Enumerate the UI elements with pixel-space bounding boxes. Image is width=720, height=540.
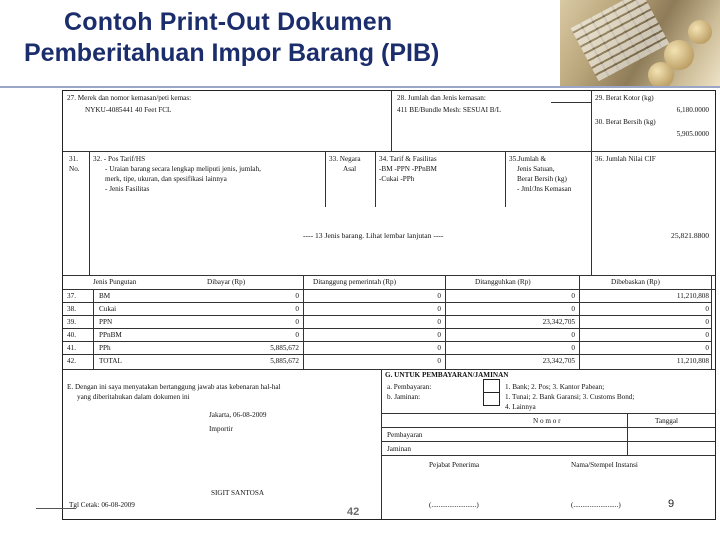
tax-header-ditangguhkan: Ditangguhkan (Rp) — [475, 278, 531, 286]
tax-row-ditanggung: 0 — [437, 305, 441, 313]
slide-subtitle: Pemberitahuan Impor Barang (PIB) — [24, 39, 440, 67]
header-divider — [0, 86, 720, 88]
page-number: 42 — [347, 506, 360, 518]
tax-row-name: BM — [99, 292, 111, 300]
tax-row-dibayar: 0 — [295, 331, 299, 339]
guarantee-options-more: 4. Lainnya — [505, 403, 536, 411]
divider — [63, 328, 711, 329]
tax-row-dibebaskan: 0 — [705, 344, 709, 352]
stamp-placeholder: (.........................) — [571, 501, 621, 509]
guarantee-checkbox — [483, 392, 500, 406]
divider — [381, 369, 382, 519]
divider — [591, 151, 592, 275]
tax-row-no: 38. — [67, 305, 76, 313]
slide-number: 9 — [668, 498, 675, 510]
tax-row-name: PPh — [99, 344, 111, 352]
payment-label: a. Pembayaran: — [387, 383, 432, 391]
tax-row-dibebaskan: 0 — [705, 318, 709, 326]
tax-row-name: PPN — [99, 318, 113, 326]
nomor-label: N o m o r — [533, 417, 561, 425]
field-33-sub: Asal — [343, 165, 357, 173]
declaration-line: E. Dengan ini saya menyatakan bertanggung jawab atas kebenaran hal-hal — [67, 383, 281, 391]
field-27-label: 27. Merek dan nomor kemasan/peti kemas: — [67, 94, 192, 102]
field-33-label: 33. Negara — [329, 155, 361, 163]
tax-row-ditangguhkan: 0 — [571, 331, 575, 339]
tax-row-dibayar: 0 — [295, 292, 299, 300]
tax-row-ditangguhkan: 23,342,705 — [542, 318, 575, 326]
tax-row-no: 42. — [67, 357, 76, 365]
field-35-line: Jenis Satuan, — [517, 165, 555, 173]
tax-row-name: TOTAL — [99, 357, 122, 365]
divider — [63, 354, 711, 355]
tax-row-ditanggung: 0 — [437, 331, 441, 339]
tax-row-ditanggung: 0 — [437, 292, 441, 300]
pib-document — [62, 90, 716, 520]
field-34-line: -Cukai -PPh — [379, 175, 415, 183]
field-31-label: 31. — [69, 155, 78, 163]
tanggal-label: Tanggal — [655, 417, 679, 425]
tax-row-ditangguhkan: 0 — [571, 305, 575, 313]
declaration-role: Importir — [209, 425, 233, 433]
signature-placeholder: (.........................) — [429, 501, 479, 509]
signer-name: SIGIT SANTOSA — [211, 489, 265, 497]
field-32-line: - Uraian barang secara lengkap meliputi jenis, jumlah, — [105, 165, 261, 173]
print-date: Tgl Cetak: 06-08-2009 — [69, 501, 135, 509]
divider — [591, 91, 592, 151]
declaration-line: yang diberitahukan dalam dokumen ini — [77, 393, 190, 401]
tax-row-dibebaskan: 11,210,808 — [676, 292, 709, 300]
divider — [63, 341, 711, 342]
field-34-line: -BM -PPN -PPnBM — [379, 165, 437, 173]
field-27-value: NYKU-4085441 40 Feet FCL — [85, 106, 172, 114]
divider — [711, 275, 712, 369]
declaration-place-date: Jakarta, 06-08-2009 — [209, 411, 267, 419]
tax-header-jenis: Jenis Pungutan — [93, 278, 137, 286]
tax-row-dibebaskan: 0 — [705, 305, 709, 313]
field-31-sub: No. — [69, 165, 80, 173]
divider — [63, 275, 715, 276]
divider — [391, 91, 392, 151]
tax-row-ditanggung: 0 — [437, 318, 441, 326]
continuation-note: ---- 13 Jenis barang. Lihat lembar lanjutan ---- — [303, 231, 444, 240]
pembayaran-label: Pembayaran — [387, 431, 423, 439]
payment-checkbox — [483, 379, 500, 393]
tax-row-name: PPnBM — [99, 331, 122, 339]
field-30-value: 5,905.0000 — [676, 130, 709, 138]
divider — [551, 102, 591, 103]
coin-graphic — [688, 20, 712, 44]
field-35-line: - Jml/Jns Kemasan — [517, 185, 572, 193]
divider — [63, 302, 711, 303]
guarantee-label: b. Jaminan: — [387, 393, 421, 401]
slide-header — [0, 0, 720, 88]
divider — [89, 151, 90, 275]
footer-rule — [36, 508, 76, 509]
tax-row-ditangguhkan: 0 — [571, 292, 575, 300]
field-32-line: merk, tipe, ukuran, dan spesifikasi lainnya — [105, 175, 227, 183]
field-35-line: Berat Bersih (kg) — [517, 175, 567, 183]
tax-row-dibebaskan: 11,210,808 — [676, 357, 709, 365]
divider — [63, 151, 715, 152]
divider — [627, 413, 628, 455]
header-finance-photo — [560, 0, 720, 86]
tax-row-ditanggung: 0 — [437, 344, 441, 352]
divider — [375, 151, 376, 207]
divider — [381, 455, 715, 456]
guarantee-options: 1. Tunai; 2. Bank Garansi; 3. Customs Bond; — [505, 393, 635, 401]
field-32-label: 32. - Pos Tarif/HS — [93, 155, 146, 163]
tax-row-name: Cukai — [99, 305, 117, 313]
field-28-value: 411 BE/Bundle Mesh: SESUAI B/L — [397, 106, 501, 114]
pejabat-label: Pejabat Penerima — [429, 461, 480, 469]
divider — [63, 289, 715, 290]
tax-row-no: 41. — [67, 344, 76, 352]
divider — [381, 413, 715, 414]
field-36-label: 36. Jumlah Nilai CIF — [595, 155, 656, 163]
tax-row-ditangguhkan: 23,342,705 — [542, 357, 575, 365]
tax-header-dibebaskan: Dibebaskan (Rp) — [611, 278, 660, 286]
slide-title: Contoh Print-Out Dokumen — [64, 8, 393, 36]
jaminan-label: Jaminan — [387, 445, 411, 453]
tax-header-ditanggung: Ditanggung pemerintah (Rp) — [313, 278, 397, 286]
field-32-line: - Jenis Fasilitas — [105, 185, 150, 193]
coin-graphic — [648, 62, 674, 86]
divider — [505, 151, 506, 207]
field-35-label: 35.Jumlah & — [509, 155, 547, 163]
field-34-label: 34. Tarif & Fasilitas — [379, 155, 437, 163]
payment-header: G. UNTUK PEMBAYARAN/JAMINAN — [385, 371, 509, 379]
tax-row-ditanggung: 0 — [437, 357, 441, 365]
payment-options: 1. Bank; 2. Pos; 3. Kantor Pabean; — [505, 383, 605, 391]
divider — [63, 315, 711, 316]
cif-total: 25,821.8800 — [671, 231, 709, 240]
tax-row-dibayar: 0 — [295, 305, 299, 313]
tax-row-no: 40. — [67, 331, 76, 339]
tax-header-dibayar: Dibayar (Rp) — [207, 278, 246, 286]
tax-row-dibayar: 5,885,672 — [270, 357, 299, 365]
divider — [93, 289, 94, 369]
tax-row-dibayar: 0 — [295, 318, 299, 326]
divider — [381, 441, 715, 442]
divider — [381, 427, 715, 428]
tax-row-no: 37. — [67, 292, 76, 300]
instansi-label: Nama/Stempel Instansi — [571, 461, 638, 469]
field-29-value: 6,180.0000 — [676, 106, 709, 114]
tax-row-dibayar: 5,885,672 — [270, 344, 299, 352]
divider — [63, 369, 715, 370]
divider — [325, 151, 326, 207]
tax-row-dibebaskan: 0 — [705, 331, 709, 339]
field-29-label: 29. Berat Kotor (kg) — [595, 94, 654, 102]
tax-row-no: 39. — [67, 318, 76, 326]
tax-row-ditangguhkan: 0 — [571, 344, 575, 352]
field-30-label: 30. Berat Bersih (kg) — [595, 118, 656, 126]
field-28-label: 28. Jumlah dan Jenis kemasan: — [397, 94, 486, 102]
